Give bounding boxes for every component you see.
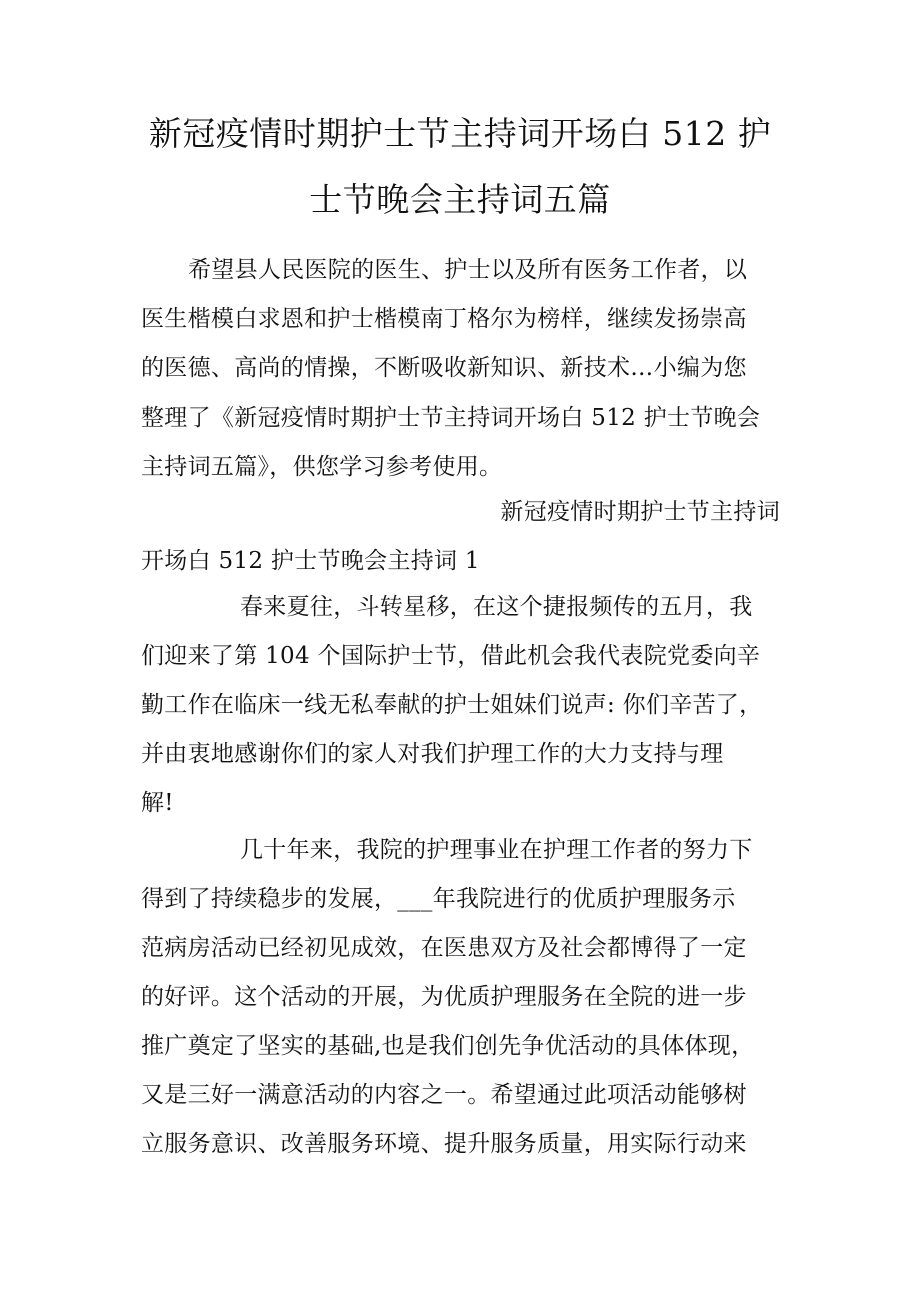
intro-line: 希望县人民医院的医生、护士以及所有医务工作者，以	[188, 257, 748, 283]
intro-line: 主持词五篇》，供您学习参考使用。	[141, 454, 503, 480]
intro-line: 整理了《新冠疫情时期护士节主持词开场白 512 护士节晚会	[141, 405, 761, 431]
section-heading-line-1: 新冠疫情时期护士节主持词	[500, 499, 780, 525]
paragraph-line: 又是三好一满意活动的内容之一。希望通过此项活动能够树	[141, 1082, 747, 1108]
section-heading-line-2: 开场白 512 护士节晚会主持词 1	[141, 548, 480, 574]
paragraph-line: 得到了持续稳步的发展，___年我院进行的优质护理服务示	[141, 886, 736, 912]
paragraph-line: 春来夏往，斗转星移，在这个捷报频传的五月，我	[240, 594, 753, 620]
paragraph-line: 范病房活动已经初见成效，在医患双方及社会都博得了一定	[141, 935, 747, 961]
document-title-line-1: 新冠疫情时期护士节主持词开场白 512 护	[148, 114, 772, 153]
paragraph-line: 立服务意识、改善服务环境、提升服务质量，用实际行动来	[141, 1131, 747, 1157]
paragraph-line: 几十年来，我院的护理事业在护理工作者的努力下	[240, 837, 753, 863]
document-title-line-2: 士节晚会主持词五篇	[309, 180, 611, 219]
paragraph-line: 推广奠定了坚实的基础,也是我们创先争优活动的具体体现，	[141, 1033, 755, 1059]
paragraph-line: 并由衷地感谢你们的家人对我们护理工作的大力支持与理	[141, 741, 724, 767]
intro-line: 医生楷模白求恩和护士楷模南丁格尔为榜样，继续发扬崇高	[141, 306, 747, 332]
paragraph-line: 解!	[141, 790, 174, 816]
intro-line: 的医德、高尚的情操，不断吸收新知识、新技术…小编为您	[141, 355, 747, 381]
paragraph-line: 勤工作在临床一线无私奉献的护士姐妹们说声: 你们辛苦了，	[141, 692, 763, 718]
paragraph-line: 的好评。这个活动的开展，为优质护理服务在全院的进一步	[141, 984, 747, 1010]
paragraph-line: 们迎来了第 104 个国际护士节，借此机会我代表院党委向辛	[141, 643, 761, 669]
